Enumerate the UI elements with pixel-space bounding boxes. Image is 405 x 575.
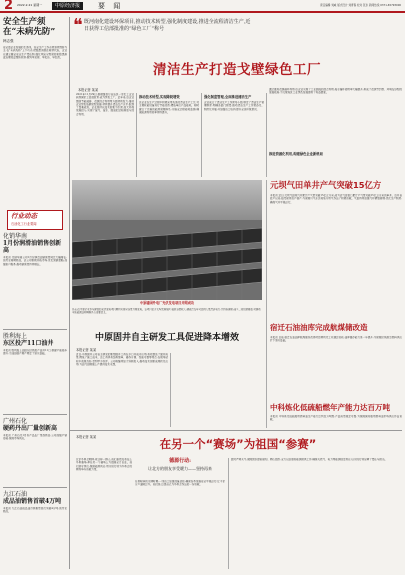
main-byline: 本报记者 某某 <box>78 88 99 92</box>
main-column-4 <box>269 62 402 177</box>
main-column-1 <box>76 93 134 177</box>
solar-panels-graphic <box>72 180 262 300</box>
right-headline: 元坝气田单井产气突破15亿方 <box>270 180 382 190</box>
article-body: 本报讯 近日,元坝气田某气井累计产气量突破15亿立方米,成为该气田首口累计产气量突破15亿立方米的单井。该井自投产以来,始终保持高产稳产,为保障川气东送和地方用气作出了积极贡献。气田持续加强气井精细管理,优化生产制度,确保气井平稳运行。 <box>270 194 402 204</box>
bottom-column-3 <box>231 458 402 569</box>
divider <box>3 329 67 330</box>
photo-caption <box>72 301 262 305</box>
badge-title: 行业动态 <box>11 212 37 220</box>
article-body: 2021年11月29日,新疆维吾尔自治区一家化工企业获得国家工信部批复,成为绿色工厂。近年来,该企业围绕节能减排、资源综合利用等方面持续发力,推动企业绿色低碳转型发展,持续提升清洁生产水平,取得了显著成效。企业坚持以技术创新为引领,加大环保设施投入,实现了废气、废水、固废的达标排放与综合利用。 <box>76 93 134 116</box>
badge-subtitle: 石油化工行业要闻 <box>11 222 37 226</box>
bottom-byline: 本报记者 某某 <box>76 435 97 439</box>
column-rule <box>201 93 202 177</box>
brief-title: 化销华南 <box>3 233 28 240</box>
article-body: 近日,中原固井公司自主研发的新型固井工具在多口井成功应用,有效提高了固井质量,降低了施工成本。该工具具有结构简单、操作方便、性能可靠等特点,在现场试验中表现良好,受到甲方好评。公司将继续加大科研投入,推动技术创新成果转化应用,为油气田增储上产提供技术支撑。 <box>76 353 168 366</box>
photo-caption-body: 日前,由中原企业参与建设的光伏发电项目顺利实现全容量并网发电。该项目位于戈壁荒漠地区,装机容量较大,建成后每年可提供大量清洁电力,节约标准煤,减少二氧化碳排放,对推动当地能源结构调整具有重要意义。 <box>72 308 261 315</box>
article-body: 企业成立了清洁生产工作领导小组,制定了清洁生产管理制度,明确各部门职责,推动清洁生产工作常态化、制度化开展,并加强员工培训,提升全员环保意识。 <box>204 101 264 111</box>
brief-subtitle: 成品油销售首破4万吨 <box>3 498 62 505</box>
bottom-column-2 <box>135 480 225 569</box>
bottom-kicker: 德源行动: <box>169 458 191 464</box>
subhead: 强化制度管理,全面推进清洁生产 <box>204 95 252 99</box>
solar-farm-photo <box>72 180 262 300</box>
lead-paragraph: 既河南化建设环保项目,推动技术转型,强化制度建设,推进全流程清洁生产,近日获得工信部批准的“绿色工厂”称号 <box>84 19 251 32</box>
subhead: 推进资源化利用,构建绿色企业新格局 <box>269 152 323 156</box>
right-story-1 <box>270 194 402 320</box>
subhead: 推动技术转型,实现降耗增效 <box>139 95 180 99</box>
article-body: 在供暖季的关键时期,一线员工加强设备巡检,确保各类设施安全平稳运行,让千家万户温暖过冬。他们说,这是自己为冬奥会作出的一份贡献。 <box>135 480 225 487</box>
mid-column-1 <box>76 353 168 427</box>
column-rule <box>136 93 137 177</box>
column-rule <box>170 353 171 427</box>
bottom-separator <box>70 430 402 431</box>
divider <box>3 487 67 488</box>
right-story-2 <box>270 336 402 400</box>
bottom-column-1 <box>76 458 132 569</box>
column-rule <box>266 93 267 177</box>
brief-title: 广州石化 <box>3 418 28 425</box>
issue-date: 2022.2.21 星期一 <box>17 3 43 7</box>
article-body: 本报讯 日前,宿迁石油油库航煤储存改造项目顺利完工并通过验收,油库储存能力进一步提升,为保障区域航空燃料供应打下坚实基础。 <box>270 336 402 343</box>
mid-headline: 中原固井自主研发工具促进降本增效 <box>94 333 239 343</box>
left-author: 韩志强 <box>3 39 14 43</box>
brief-body: 本报讯 胜利海上油田东区新投产油井11口,新建产能稳步提升,为油田稳产增产奠定了坚实基础。 <box>3 349 67 356</box>
article-body: 本报讯 中科炼化低硫船用燃料油生产能力达到百万吨级,产品质量稳定可靠,为保障国内船用燃料油市场供应作出贡献。 <box>270 415 402 422</box>
article-body: 面对严寒天气,保障团队提前谋划、精心组织,全力以赴做好能源保供工作,确保天然气、电力等能源稳定供应,以实际行动诠释了责任与担当。 <box>231 458 388 461</box>
bottom-subtitle: 让北方的朋友享受暖力——坚持再来 <box>148 466 212 471</box>
brief-body: 本报讯 九江石油成品油月销售量首次突破4万吨,创历史新高。 <box>3 507 67 514</box>
article-body: 北京冬奥会期间,有这样一群人,他们虽然没有站上冬奥赛场,却在另一个赛场上为祖国全力以赴。他们坚守岗位,保障能源供应,用实际行动为冬奥会的顺利举办贡献力量。 <box>76 458 132 471</box>
main-column-2 <box>139 93 199 177</box>
column-rule <box>266 180 267 428</box>
mid-byline: 本报记者 某某 <box>76 348 97 352</box>
main-headline: 清洁生产打造戈壁绿色工厂 <box>153 62 321 78</box>
brief-subtitle: 1月份润滑油销售创新高 <box>3 240 62 254</box>
photo-caption-title: 中原墙国外电厂光伏发电项目并网成功 <box>139 301 195 305</box>
left-body: 安全是企业发展的生命线。安全生产工作必须坚持预防为主,在“未病先防”上下功夫,把隐患消除在萌芽状态。企业应建立健全安全生产责任制,强化风险分级管控和隐患排查治理双重预防机制,做到早发现、早报告、早处置。 <box>3 46 67 59</box>
section-badge <box>7 210 63 230</box>
bottom-headline: 在另一个“赛场”为祖国“参赛” <box>159 437 317 451</box>
brief-body: 本报讯 化销华南公司1月份润滑油销售量同比大幅增长,创历史同期新高。该公司积极开拓市场,优化营销策略,加强客户服务,推动销售量持续增长。 <box>3 256 67 266</box>
right-story-3 <box>270 415 402 429</box>
main-column-3 <box>204 93 264 177</box>
editor-credits: 责任编辑 刘威 版式设计 刘青春 校对 张乐 新闻热线 0371-65793000 <box>320 4 401 7</box>
brief-title: 九江石油 <box>3 491 28 498</box>
paper-name: 中原经济报 <box>52 2 83 10</box>
masthead <box>0 0 405 13</box>
right-headline: 宿迁石油油库完成航煤储改造 <box>270 323 368 332</box>
article-body: 该企业在生产过程中积极采用先进的清洁生产工艺,对主要耗能设备进行节能改造,降低单位产品能耗。同时建立了完善的能源管理体系,实施全过程能耗监测,确保能源利用效率持续提升。 <box>139 101 199 114</box>
page-number: 2 <box>4 0 14 13</box>
right-headline: 中科炼化低硫船燃年产能力达百万吨 <box>270 403 390 412</box>
divider <box>3 414 67 415</box>
brief-body: 本报讯 广州石化1月份产品出厂量创新高,公司加强产销衔接,保障市场供应。 <box>3 434 67 441</box>
brief-subtitle: 东区投产11口油井 <box>3 340 54 347</box>
section-name: 要 闻 <box>98 2 124 10</box>
column-rule <box>228 458 229 569</box>
left-headline: 安全生产须在“未病先防” <box>3 17 56 37</box>
brief-subtitle: 硬药丹出厂量创新高 <box>3 425 58 432</box>
brief-title: 胜利海上 <box>3 333 28 340</box>
left-column <box>3 17 67 569</box>
quote-mark-icon: ❝ <box>73 15 83 36</box>
article-body: 通过推进资源循环利用,该企业实现了工业固废的综合利用,废水循环使用率大幅提升,形成了资源节约型、环境友好型的发展格局,为戈壁地区工业绿色发展提供了有益借鉴。 <box>269 88 402 95</box>
